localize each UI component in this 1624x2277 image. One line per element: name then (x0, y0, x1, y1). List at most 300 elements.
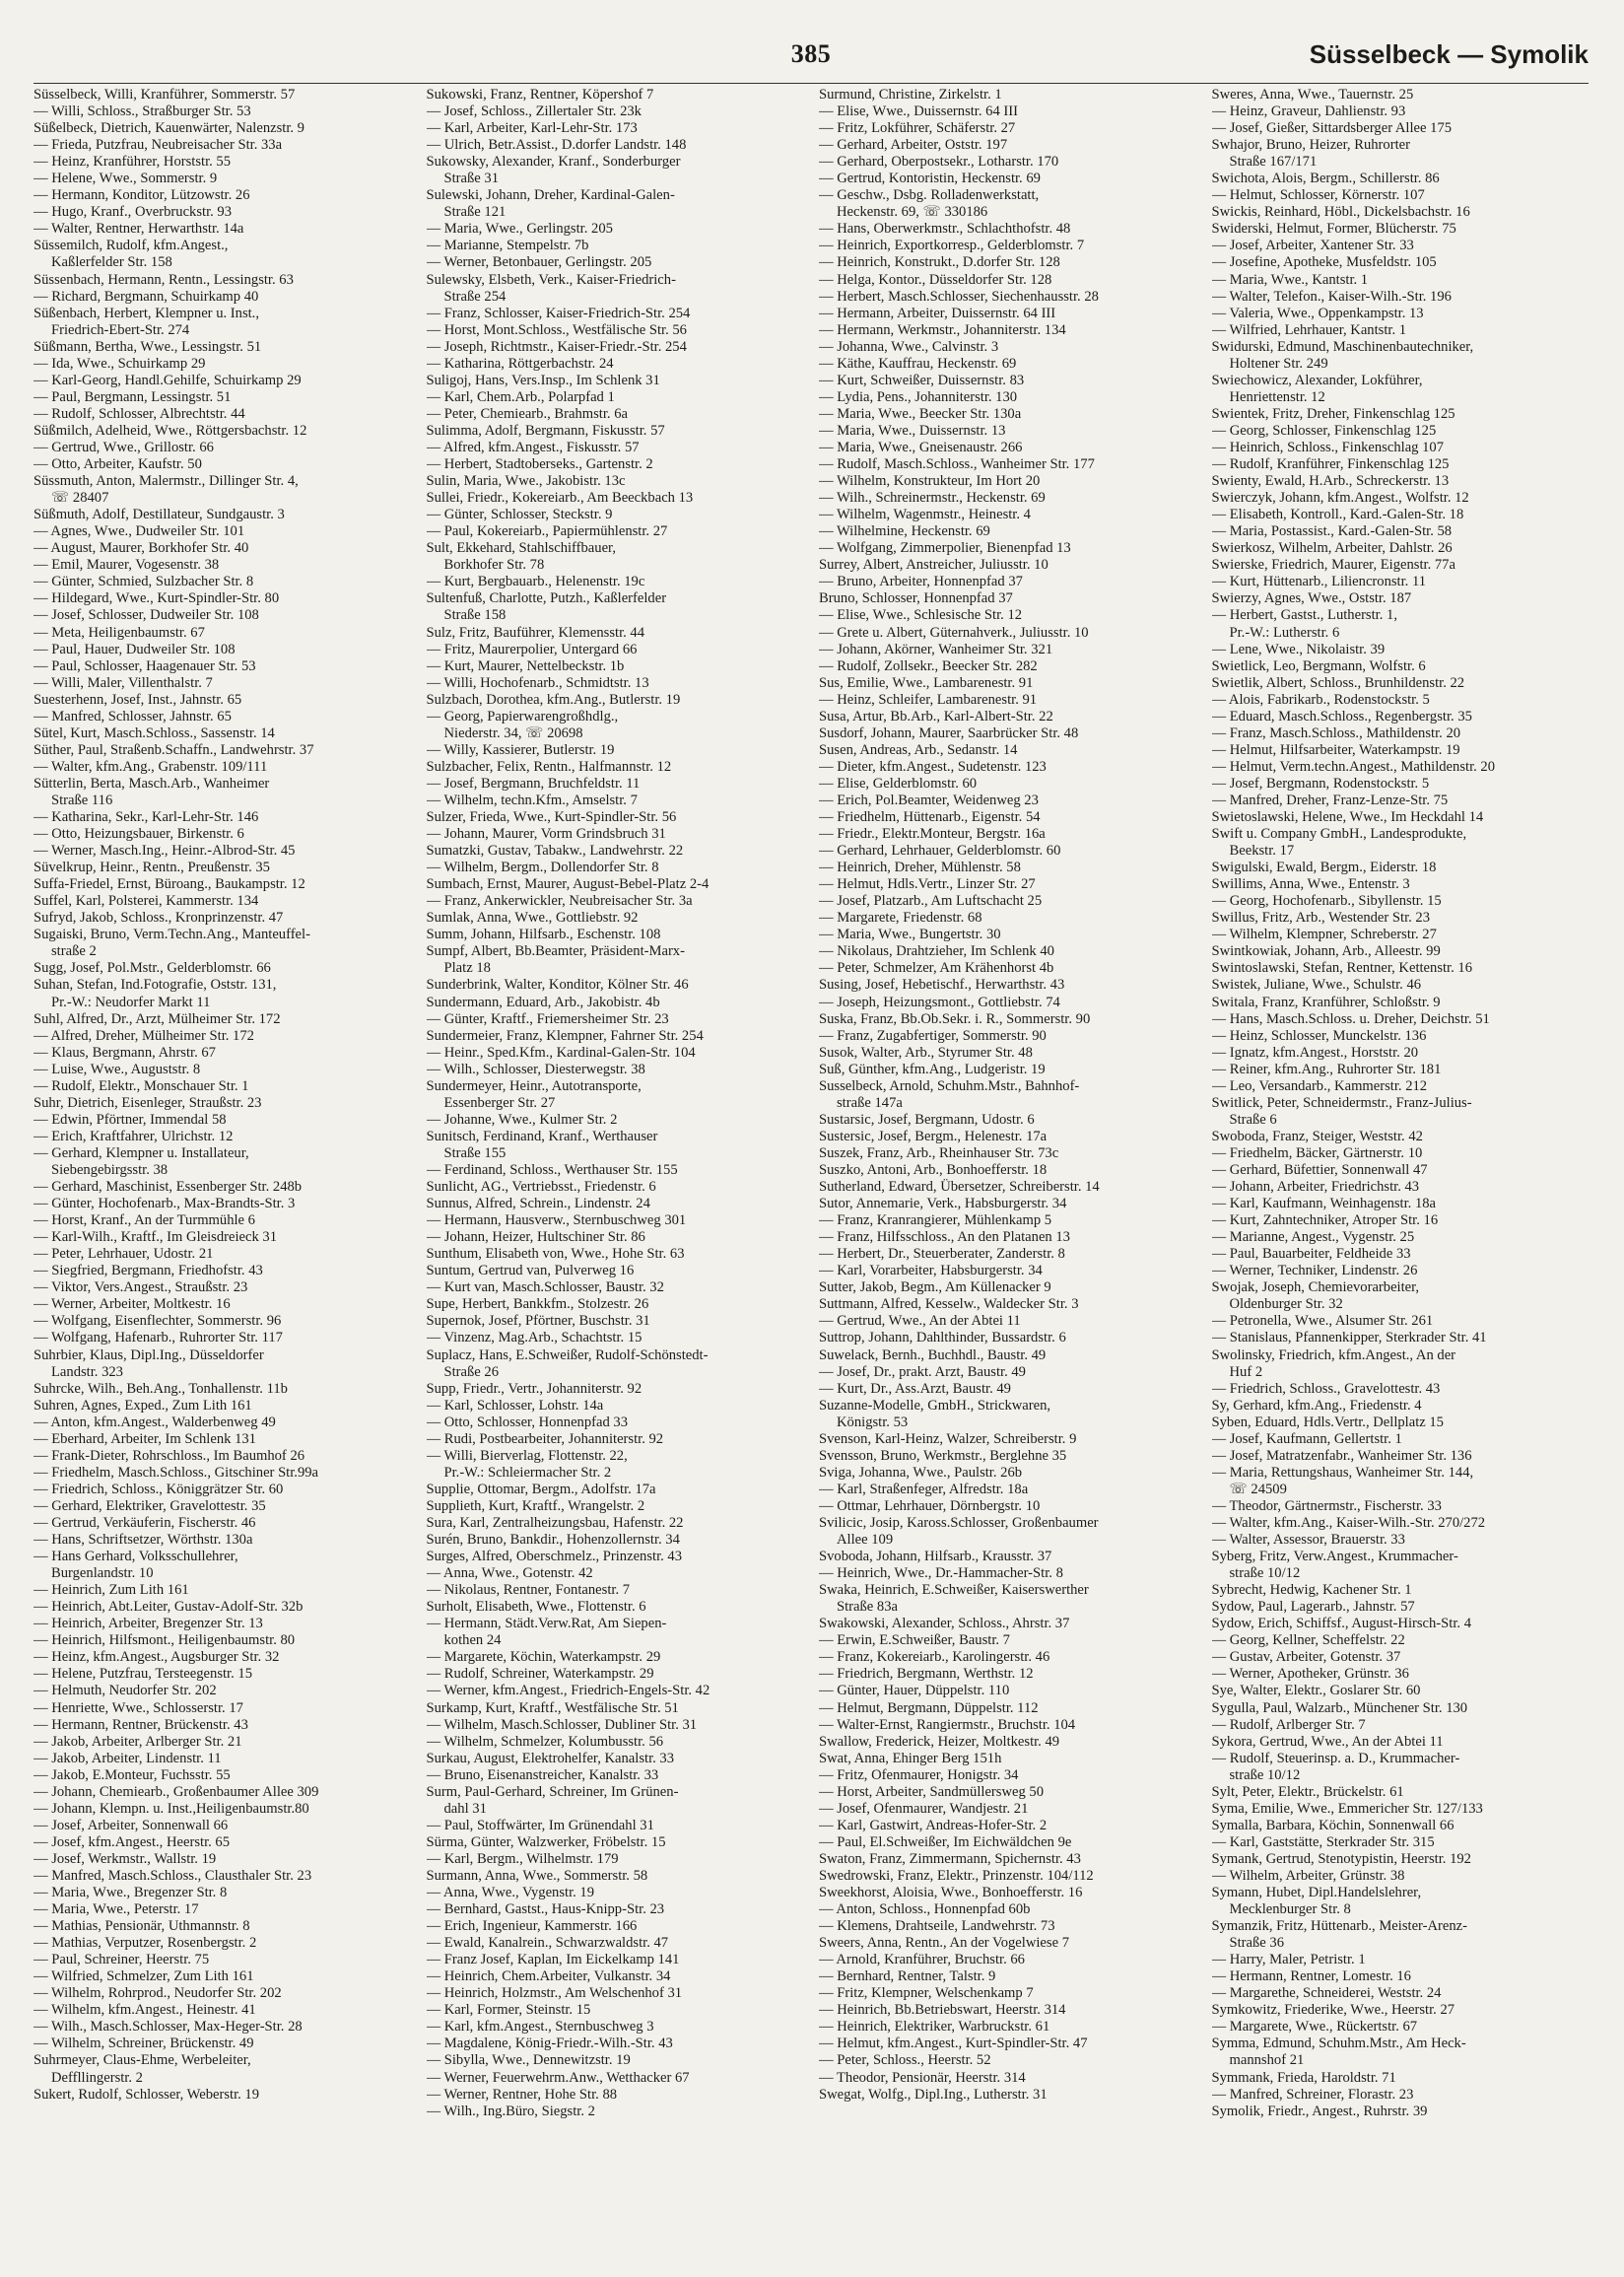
directory-entry: — Valeria, Wwe., Oppenkampstr. 13 (1211, 305, 1424, 321)
entry-continuation: Niederstr. 34, ☏ 20698 (443, 724, 583, 741)
directory-entry: — Rudolf, Arlberger Str. 7 (1211, 1716, 1366, 1733)
directory-entry: Swat, Anna, Ehinger Berg 151h (819, 1750, 1002, 1766)
directory-entry: — Manfred, Schlosser, Jahnstr. 65 (34, 708, 232, 724)
directory-entry: — Fritz, Maurerpolier, Untergard 66 (426, 641, 638, 657)
directory-entry: — Werner, Arbeiter, Moltkestr. 16 (34, 1296, 231, 1313)
directory-entry: — Fritz, Klempner, Welschenkamp 7 (819, 1985, 1034, 2002)
directory-entry: — Franz, Schlosser, Kaiser-Friedrich-Str. 254 (426, 305, 691, 321)
directory-entry: — Friedhelm, Masch.Schloss., Gitschiner Str.99a (34, 1464, 319, 1481)
directory-entry: — Wolfgang, Hafenarb., Ruhrorter Str. 117 (34, 1330, 283, 1346)
directory-entry: Sult, Ekkehard, Stahlschiffbauer, (426, 540, 616, 557)
entry-continuation: straße 2 (51, 943, 97, 960)
directory-entry: — Heinrich, Exportkorresp., Gelderblomstr. 7 (819, 238, 1085, 254)
directory-entry: Sumpf, Albert, Bb.Beamter, Präsident-Marx- (426, 943, 685, 960)
directory-entry: — Theodor, Pensionär, Heerstr. 314 (819, 2069, 1026, 2086)
directory-entry: Suhl, Alfred, Dr., Arzt, Mülheimer Str. 172 (34, 1010, 281, 1027)
directory-entry: — Heinrich, Dreher, Mühlenstr. 58 (819, 860, 1021, 876)
directory-entry: — Elise, Wwe., Duissernstr. 64 III (819, 104, 1018, 120)
directory-entry: — Johann, Heizer, Hultschiner Str. 86 (426, 1229, 645, 1246)
directory-entry: Swientek, Fritz, Dreher, Finkenschlag 125 (1211, 405, 1455, 422)
directory-entry: — Herbert, Dr., Steuerberater, Zanderstr. 8 (819, 1246, 1065, 1263)
entry-continuation: Huf 2 (1229, 1363, 1263, 1380)
entry-continuation: straße 10/12 (1229, 1565, 1301, 1582)
entry-continuation: Königstr. 53 (837, 1414, 909, 1430)
directory-entry: — Karl-Georg, Handl.Gehilfe, Schuirkamp 29 (34, 372, 302, 388)
directory-entry: — Eduard, Masch.Schloss., Regenbergstr. 35 (1211, 708, 1472, 724)
directory-entry: — Hermann, Rentner, Brückenstr. 43 (34, 1716, 248, 1733)
entry-continuation: Siebengebirgsstr. 38 (51, 1162, 169, 1178)
directory-entry: — Maria, Wwe., Kantstr. 1 (1211, 271, 1369, 288)
directory-entry: — Anna, Wwe., Gotenstr. 42 (426, 1565, 593, 1582)
directory-entry: Süssmuth, Anton, Malermstr., Dillinger Str. 4, (34, 473, 299, 490)
directory-entry: — Fritz, Ofenmaurer, Honigstr. 34 (819, 1766, 1019, 1783)
directory-entry: Swietlick, Leo, Bergmann, Wolfstr. 6 (1211, 657, 1426, 674)
directory-entry: — Horst, Mont.Schloss., Westfälische Str. 56 (426, 321, 687, 338)
directory-entry: — Paul, Stoffwärter, Im Grünendahl 31 (426, 1817, 654, 1833)
directory-entry: — Anton, kfm.Angest., Walderbenweg 49 (34, 1414, 276, 1430)
directory-entry: — Hermann, Rentner, Lomestr. 16 (1211, 1968, 1411, 1985)
directory-entry: — Alois, Fabrikarb., Rodenstockstr. 5 (1211, 691, 1430, 708)
entry-continuation: Holtener Str. 249 (1229, 355, 1328, 372)
directory-entry: — Rudi, Postbearbeiter, Johanniterstr. 92 (426, 1430, 664, 1447)
column-3 (819, 87, 1196, 2255)
directory-entry: — Josef, Schlosser, Dudweiler Str. 108 (34, 607, 259, 624)
directory-entry: — Bruno, Arbeiter, Honnenpfad 37 (819, 574, 1023, 590)
directory-entry: Swillims, Anna, Wwe., Entenstr. 3 (1211, 876, 1410, 893)
directory-entry: — Heinrich, Chem.Arbeiter, Vulkanstr. 34 (426, 1968, 671, 1985)
directory-entry: Swidurski, Edmund, Maschinenbautechniker, (1211, 338, 1474, 355)
entry-continuation: Straße 31 (443, 171, 500, 187)
directory-entry: — Paul, El.Schweißer, Im Eichwäldchen 9e (819, 1833, 1072, 1850)
directory-entry: — Hans, Oberwerkmstr., Schlachthofstr. 48 (819, 221, 1071, 238)
directory-entry: — Ulrich, Betr.Assist., D.dorfer Landstr. 148 (426, 137, 687, 154)
directory-entry: — Meta, Heiligenbaumstr. 67 (34, 624, 205, 641)
directory-entry: Swierkosz, Wilhelm, Arbeiter, Dahlstr. 26 (1211, 540, 1453, 557)
directory-entry: — Petronella, Wwe., Alsumer Str. 261 (1211, 1313, 1434, 1330)
directory-entry: — Gerhard, Büfettier, Sonnenwall 47 (1211, 1162, 1428, 1178)
entry-continuation: Straße 155 (443, 1144, 507, 1161)
directory-entry: — Lydia, Pens., Johanniterstr. 130 (819, 388, 1018, 405)
directory-entry: Swintoslawski, Stefan, Rentner, Kettenstr. 16 (1211, 960, 1473, 977)
directory-entry: Sulz, Fritz, Bauführer, Klemensstr. 44 (426, 624, 645, 641)
directory-entry: Süßelbeck, Dietrich, Kauenwärter, Nalenzstr. 9 (34, 120, 304, 137)
directory-entry: — Henriette, Wwe., Schlosserstr. 17 (34, 1699, 243, 1716)
directory-entry: — Johann, Maurer, Vorm Grindsbruch 31 (426, 826, 666, 843)
directory-entry: — Gustav, Arbeiter, Gotenstr. 37 (1211, 1649, 1401, 1666)
directory-entry: — Karl, Schlosser, Lohstr. 14a (426, 1397, 604, 1414)
directory-entry: Swienty, Ewald, H.Arb., Schreckerstr. 13 (1211, 473, 1450, 490)
directory-entry: Suplacz, Hans, E.Schweißer, Rudolf-Schönstedt- (426, 1346, 709, 1363)
directory-entry: Sulzer, Frieda, Wwe., Kurt-Spindler-Str. 56 (426, 809, 677, 826)
directory-entry: — Maria, Wwe., Bungertstr. 30 (819, 927, 1001, 943)
entry-continuation: Straße 83a (837, 1599, 899, 1616)
directory-entry: — Wilhelm, Bergm., Dollendorfer Str. 8 (426, 860, 659, 876)
directory-entry: — Wilhelmine, Heckenstr. 69 (819, 523, 990, 540)
directory-entry: Sybrecht, Hedwig, Kachener Str. 1 (1211, 1582, 1412, 1599)
directory-entry: — Fritz, Lokführer, Schäferstr. 27 (819, 120, 1016, 137)
directory-entry: Swierzy, Agnes, Wwe., Oststr. 187 (1211, 590, 1412, 607)
directory-entry: Sugaiski, Bruno, Verm.Techn.Ang., Manteuffel- (34, 927, 310, 943)
directory-entry: — Ignatz, kfm.Angest., Horststr. 20 (1211, 1044, 1419, 1061)
directory-entry: Symanzik, Fritz, Hüttenarb., Meister-Arenz- (1211, 1918, 1467, 1935)
directory-entry: — Manfred, Dreher, Franz-Lenze-Str. 75 (1211, 792, 1449, 808)
directory-entry: Sukert, Rudolf, Schlosser, Weberstr. 19 (34, 2086, 260, 2103)
directory-entry: — Wilh., Ing.Büro, Siegstr. 2 (426, 2103, 595, 2119)
directory-entry: — Franz, Masch.Schloss., Mathildenstr. 20 (1211, 724, 1461, 741)
directory-entry: Svenson, Karl-Heinz, Walzer, Schreiberstr. 9 (819, 1430, 1077, 1447)
directory-entry: — Frieda, Putzfrau, Neubreisacher Str. 33a (34, 137, 283, 154)
directory-entry: Susselbeck, Arnold, Schuhm.Mstr., Bahnhof- (819, 1077, 1080, 1094)
directory-entry: — Josef, Bergmann, Rodenstockstr. 5 (1211, 775, 1430, 792)
directory-entry: — Heinrich, Wwe., Dr.-Hammacher-Str. 8 (819, 1565, 1063, 1582)
directory-entry: — Josef, Schloss., Zillertaler Str. 23k (426, 104, 642, 120)
directory-entry: — Heinr., Sped.Kfm., Kardinal-Galen-Str. 104 (426, 1044, 696, 1061)
directory-entry: — Harry, Maler, Petristr. 1 (1211, 1952, 1366, 1968)
directory-entry: Swillus, Fritz, Arb., Westender Str. 23 (1211, 910, 1431, 927)
directory-entry: Suß, Günther, kfm.Ang., Ludgeristr. 19 (819, 1061, 1046, 1077)
directory-entry: — Jakob, Arbeiter, Arlberger Str. 21 (34, 1733, 242, 1750)
directory-entry: — Josef, Platzarb., Am Luftschacht 25 (819, 893, 1043, 910)
directory-entry: — Georg, Schlosser, Finkenschlag 125 (1211, 422, 1437, 439)
directory-entry: — Wilfried, Lehrhauer, Kantstr. 1 (1211, 321, 1407, 338)
directory-entry: — Johann, Klempn. u. Inst.,Heiligenbaumstr.80 (34, 1800, 309, 1817)
directory-entry: Swiechowicz, Alexander, Lokführer, (1211, 372, 1423, 388)
directory-entry: Swierczyk, Johann, kfm.Angest., Wolfstr. 12 (1211, 490, 1469, 507)
directory-entry: Sutherland, Edward, Übersetzer, Schreiberstr. 14 (819, 1179, 1100, 1196)
directory-entry: — Peter, Chemiearb., Brahmstr. 6a (426, 405, 628, 422)
directory-entry: — Mathias, Verputzer, Rosenbergstr. 2 (34, 1935, 257, 1952)
directory-entry: — Friedrich, Schloss., Königgrätzer Str. 60 (34, 1481, 284, 1497)
directory-entry: — Georg, Hochofenarb., Sibyllenstr. 15 (1211, 893, 1442, 910)
directory-entry: — Georg, Kellner, Scheffelstr. 22 (1211, 1632, 1405, 1649)
directory-entry: Sweres, Anna, Wwe., Tauernstr. 25 (1211, 87, 1414, 103)
directory-entry: — Walter, Telefon., Kaiser-Wilh.-Str. 196 (1211, 288, 1452, 305)
directory-entry: — Kurt, Hüttenarb., Liliencronstr. 11 (1211, 574, 1427, 590)
directory-entry: — Theodor, Gärtnermstr., Fischerstr. 33 (1211, 1497, 1442, 1514)
directory-entry: — Rudolf, Zollsekr., Beecker Str. 282 (819, 657, 1038, 674)
directory-entry: — Paul, Schlosser, Haagenauer Str. 53 (34, 657, 256, 674)
directory-entry: — Kurt, Schweißer, Duissernstr. 83 (819, 372, 1025, 388)
directory-entry: — Helmut, Verm.techn.Angest., Mathildenstr. 20 (1211, 758, 1496, 775)
directory-entry: Svensson, Bruno, Werkmstr., Berglehne 35 (819, 1447, 1067, 1464)
directory-entry: — Wilhelm, techn.Kfm., Amselstr. 7 (426, 792, 638, 808)
directory-entry: Swolinsky, Friedrich, kfm.Angest., An der (1211, 1346, 1456, 1363)
directory-entry: Surkamp, Kurt, Kraftf., Westfälische Str. 51 (426, 1699, 679, 1716)
entry-continuation: Straße 254 (443, 288, 507, 305)
directory-entry: — Helene, Wwe., Sommerstr. 9 (34, 171, 218, 187)
directory-entry: — Wilhelm, Schreiner, Brückenstr. 49 (34, 2036, 254, 2052)
directory-entry: — Günter, Schmied, Sulzbacher Str. 8 (34, 574, 254, 590)
directory-entry: — Manfred, Masch.Schloss., Clausthaler Str. 23 (34, 1867, 312, 1884)
directory-entry: — Wilhelm, Schmelzer, Kolumbusstr. 56 (426, 1733, 664, 1750)
directory-entry: — Rudolf, Schlosser, Albrechtstr. 44 (34, 405, 245, 422)
directory-entry: — Klemens, Drahtseile, Landwehrstr. 73 (819, 1918, 1055, 1935)
directory-entry: — Hildegard, Wwe., Kurt-Spindler-Str. 80 (34, 590, 280, 607)
directory-columns (34, 87, 1589, 2255)
directory-entry: Suhr, Dietrich, Eisenleger, Straußstr. 23 (34, 1094, 262, 1111)
directory-entry: — Karl-Wilh., Kraftf., Im Gleisdreieck 31 (34, 1229, 278, 1246)
directory-entry: Sy, Gerhard, kfm.Ang., Friedenstr. 4 (1211, 1397, 1422, 1414)
directory-entry: Sutor, Annemarie, Verk., Habsburgerstr. 34 (819, 1196, 1067, 1212)
directory-entry: — Margarete, Friedenstr. 68 (819, 910, 982, 927)
directory-entry: — Rudolf, Steuerinsp. a. D., Krummacher- (1211, 1750, 1460, 1766)
directory-entry: Sydow, Paul, Lagerarb., Jahnstr. 57 (1211, 1599, 1415, 1616)
directory-entry: Sweers, Anna, Rentn., An der Vogelwiese 7 (819, 1935, 1070, 1952)
directory-entry: Suttmann, Alfred, Kesselw., Waldecker Str. 3 (819, 1296, 1079, 1313)
directory-entry: — Hermann, Städt.Verw.Rat, Am Siepen- (426, 1616, 667, 1632)
entry-continuation: Straße 167/171 (1229, 154, 1318, 171)
directory-entry: Sukowsky, Alexander, Kranf., Sonderburger (426, 154, 681, 171)
directory-entry: Sumlak, Anna, Wwe., Gottliebstr. 92 (426, 910, 639, 927)
entry-continuation: Landstr. 323 (51, 1363, 123, 1380)
directory-entry: — Frank-Dieter, Rohrschloss., Im Baumhof 26 (34, 1447, 305, 1464)
directory-entry: Surkau, August, Elektrohelfer, Kanalstr. 33 (426, 1750, 675, 1766)
directory-entry: — Heinrich, Arbeiter, Bregenzer Str. 13 (34, 1616, 263, 1632)
directory-entry: Swickis, Reinhard, Höbl., Dickelsbachstr. 16 (1211, 204, 1470, 221)
directory-entry: Svilicic, Josip, Kaross.Schlosser, Großenbaumer (819, 1514, 1099, 1531)
directory-entry: — Wilh., Schlosser, Diesterwegstr. 38 (426, 1061, 645, 1077)
directory-entry: — Rudolf, Schreiner, Waterkampstr. 29 (426, 1666, 654, 1683)
directory-entry: Swedrowski, Franz, Elektr., Prinzenstr. 104/112 (819, 1867, 1094, 1884)
directory-entry: — Willi, Schloss., Straßburger Str. 53 (34, 104, 251, 120)
column-4 (1212, 87, 1590, 2255)
directory-entry: Swhajor, Bruno, Heizer, Ruhrorter (1211, 137, 1410, 154)
directory-entry: — Ida, Wwe., Schuirkamp 29 (34, 355, 206, 372)
directory-entry: — Werner, kfm.Angest., Friedrich-Engels-Str. 42 (426, 1683, 710, 1699)
directory-entry: — Heinrich, Hilfsmont., Heiligenbaumstr. 80 (34, 1632, 296, 1649)
directory-entry: — Bernhard, Rentner, Talstr. 9 (819, 1968, 996, 1985)
directory-entry: — Gerhard, Klempner u. Installateur, (34, 1144, 249, 1161)
directory-entry: Swallow, Frederick, Heizer, Moltkestr. 49 (819, 1733, 1060, 1750)
directory-entry: Süssemilch, Rudolf, kfm.Angest., (34, 238, 229, 254)
directory-entry: — Ewald, Kanalrein., Schwarzwaldstr. 47 (426, 1935, 669, 1952)
directory-entry: Sye, Walter, Elektr., Goslarer Str. 60 (1211, 1683, 1421, 1699)
directory-entry: Sygulla, Paul, Walzarb., Münchener Str. 130 (1211, 1699, 1468, 1716)
directory-entry: — Günter, Schlosser, Steckstr. 9 (426, 507, 613, 523)
page-number: 385 (790, 39, 832, 68)
directory-entry: Summ, Johann, Hilfsarb., Eschenstr. 108 (426, 927, 661, 943)
entry-continuation: Oldenburger Str. 32 (1229, 1296, 1343, 1313)
directory-entry: — Walter, Rentner, Herwarthstr. 14a (34, 221, 244, 238)
entry-continuation: Straße 121 (443, 204, 507, 221)
directory-entry: — Wilhelm, Masch.Schlosser, Dubliner Str. 31 (426, 1716, 698, 1733)
directory-entry: Supplie, Ottomar, Bergm., Adolfstr. 17a (426, 1481, 656, 1497)
directory-entry: Sunderbrink, Walter, Konditor, Kölner Str. 46 (426, 977, 689, 994)
directory-entry: — Erwin, E.Schweißer, Baustr. 7 (819, 1632, 1010, 1649)
directory-entry: Supe, Herbert, Bankkfm., Stolzestr. 26 (426, 1296, 649, 1313)
directory-entry: — Karl, Bergm., Wilhelmstr. 179 (426, 1850, 619, 1867)
directory-entry: — Willi, Bierverlag, Flottenstr. 22, (426, 1447, 628, 1464)
directory-entry: — Elise, Wwe., Schlesische Str. 12 (819, 607, 1023, 624)
directory-entry: — Emil, Maurer, Vogesenstr. 38 (34, 557, 220, 574)
directory-entry: Suesterhenn, Josef, Inst., Jahnstr. 65 (34, 691, 242, 708)
directory-entry: — Günter, Kraftf., Friemersheimer Str. 23 (426, 1010, 669, 1027)
directory-entry: Symolik, Friedr., Angest., Ruhrstr. 39 (1211, 2103, 1428, 2119)
directory-entry: — Gertrud, Kontoristin, Heckenstr. 69 (819, 171, 1041, 187)
directory-entry: — Heinz, Schlosser, Munckelstr. 136 (1211, 1027, 1427, 1044)
directory-entry: Sura, Karl, Zentralheizungsbau, Hafenstr. 22 (426, 1514, 684, 1531)
directory-entry: Sweekhorst, Aloisia, Wwe., Bonhoefferstr. 16 (819, 1885, 1083, 1901)
entry-continuation: Straße 158 (443, 607, 507, 624)
directory-entry: Sumbach, Ernst, Maurer, August-Bebel-Platz 2-4 (426, 876, 710, 893)
directory-entry: — Bernhard, Gastst., Haus-Knipp-Str. 23 (426, 1901, 665, 1918)
directory-entry: — Karl, Arbeiter, Karl-Lehr-Str. 173 (426, 120, 638, 137)
page-header (34, 39, 1589, 84)
directory-entry: Sundermann, Eduard, Arb., Jakobistr. 4b (426, 994, 660, 1010)
directory-entry: — Franz Josef, Kaplan, Im Eickelkamp 141 (426, 1952, 680, 1968)
directory-entry: — Vinzenz, Mag.Arb., Schachtstr. 15 (426, 1330, 643, 1346)
directory-entry: Suhrcke, Wilh., Beh.Ang., Tonhallenstr. 11b (34, 1380, 288, 1397)
directory-entry: — Maria, Wwe., Gneisenaustr. 266 (819, 439, 1023, 455)
directory-entry: — Agnes, Wwe., Dudweiler Str. 101 (34, 523, 245, 540)
directory-entry: Süther, Paul, Straßenb.Schaffn., Landwehrstr. 37 (34, 741, 314, 758)
entry-continuation: kothen 24 (443, 1632, 502, 1649)
directory-entry: Swiderski, Helmut, Former, Blücherstr. 75 (1211, 221, 1456, 238)
directory-entry: — Wilh., Masch.Schlosser, Max-Heger-Str. 28 (34, 2019, 303, 2036)
directory-entry: — Karl, Gaststätte, Sterkrader Str. 315 (1211, 1833, 1435, 1850)
directory-entry: Surm, Paul-Gerhard, Schreiner, Im Grünen- (426, 1783, 679, 1800)
directory-entry: — Paul, Hauer, Dudweiler Str. 108 (34, 641, 236, 657)
directory-entry: — Edwin, Pförtner, Immendal 58 (34, 1111, 227, 1128)
directory-entry: Sunlicht, AG., Vertriebsst., Friedenstr. 6 (426, 1179, 656, 1196)
directory-entry: — Josef, Matratzenfabr., Wanheimer Str. 136 (1211, 1447, 1472, 1464)
directory-entry: — Rudolf, Masch.Schloss., Wanheimer Str. 177 (819, 456, 1095, 473)
directory-entry: Süvelkrup, Heinr., Rentn., Preußenstr. 35 (34, 860, 270, 876)
directory-entry: — Erich, Kraftfahrer, Ulrichstr. 12 (34, 1128, 234, 1144)
directory-entry: — Helga, Kontor., Düsseldorfer Str. 128 (819, 271, 1052, 288)
directory-entry: Sürma, Günter, Walzwerker, Fröbelstr. 15 (426, 1833, 666, 1850)
directory-entry: — Hermann, Konditor, Lützowstr. 26 (34, 187, 250, 204)
directory-entry: — Josef, Arbeiter, Sonnenwall 66 (34, 1817, 229, 1833)
directory-entry: — Wilhelm, kfm.Angest., Heinestr. 41 (34, 2002, 256, 2019)
directory-entry: — Hermann, Hausverw., Sternbuschweg 301 (426, 1212, 687, 1229)
directory-entry: — Horst, Kranf., An der Turmmühle 6 (34, 1212, 255, 1229)
directory-entry: — Luise, Wwe., Auguststr. 8 (34, 1061, 201, 1077)
directory-entry: — Kurt, Bergbauarb., Helenenstr. 19c (426, 574, 645, 590)
directory-entry: Surmann, Anna, Wwe., Sommerstr. 58 (426, 1867, 648, 1884)
directory-entry: Sus, Emilie, Wwe., Lambarenestr. 91 (819, 674, 1034, 691)
directory-entry: — Manfred, Schreiner, Florastr. 23 (1211, 2086, 1414, 2103)
directory-entry: Swichota, Alois, Bergm., Schillerstr. 86 (1211, 171, 1440, 187)
directory-entry: — Franz, Kranrangierer, Mühlenkamp 5 (819, 1212, 1052, 1229)
directory-entry: Sullei, Friedr., Kokereiarb., Am Beeckbach 13 (426, 490, 694, 507)
directory-entry: — Joseph, Richtmstr., Kaiser-Friedr.-Str. 254 (426, 338, 687, 355)
directory-entry: — Peter, Schloss., Heerstr. 52 (819, 2052, 991, 2069)
directory-entry: — Horst, Arbeiter, Sandmüllersweg 50 (819, 1783, 1045, 1800)
directory-entry: — Helmuth, Neudorfer Str. 202 (34, 1683, 217, 1699)
directory-entry: — Wilhelm, Arbeiter, Grünstr. 38 (1211, 1867, 1405, 1884)
directory-entry: — Wilfried, Schmelzer, Zum Lith 161 (34, 1968, 254, 1985)
directory-entry: Suzanne-Modelle, GmbH., Strickwaren, (819, 1397, 1051, 1414)
directory-entry: Sulzbach, Dorothea, kfm.Ang., Butlerstr. 19 (426, 691, 681, 708)
entry-continuation: Straße 116 (51, 792, 113, 808)
directory-entry: Sulewski, Johann, Dreher, Kardinal-Galen- (426, 187, 675, 204)
directory-entry: — Paul, Bergmann, Lessingstr. 51 (34, 388, 232, 405)
directory-entry: Sugg, Josef, Pol.Mstr., Gelderblomstr. 66 (34, 960, 271, 977)
directory-entry: — Maria, Wwe., Duissernstr. 13 (819, 422, 1006, 439)
directory-entry: — Richard, Bergmann, Schuirkamp 40 (34, 288, 259, 305)
directory-entry: — Josef, kfm.Angest., Heerstr. 65 (34, 1833, 231, 1850)
directory-entry: — Helene, Putzfrau, Tersteegenstr. 15 (34, 1666, 253, 1683)
entry-continuation: Pr.-W.: Schleiermacher Str. 2 (443, 1464, 612, 1481)
entry-continuation: Allee 109 (837, 1532, 894, 1549)
directory-entry: Swaka, Heinrich, E.Schweißer, Kaiserswerther (819, 1582, 1089, 1599)
directory-entry: Syben, Eduard, Hdls.Vertr., Dellplatz 15 (1211, 1414, 1444, 1430)
directory-entry: Suhrmeyer, Claus-Ehme, Werbeleiter, (34, 2052, 251, 2069)
directory-entry: Swoboda, Franz, Steiger, Weststr. 42 (1211, 1128, 1423, 1144)
directory-entry: — Heinrich, Bb.Betriebswart, Heerstr. 314 (819, 2002, 1066, 2019)
directory-entry: — Gerhard, Oberpostsekr., Lotharstr. 170 (819, 154, 1059, 171)
directory-entry: — Margarete, Wwe., Rückertstr. 67 (1211, 2019, 1418, 2036)
entry-continuation: straße 10/12 (1229, 1766, 1301, 1783)
directory-entry: — Josef, Werkmstr., Wallstr. 19 (34, 1850, 217, 1867)
directory-entry: — Walter, Assessor, Brauerstr. 33 (1211, 1532, 1405, 1549)
directory-entry: — Günter, Hochofenarb., Max-Brandts-Str. 3 (34, 1196, 296, 1212)
directory-entry: Suwelack, Bernh., Buchhdl., Baustr. 49 (819, 1346, 1047, 1363)
directory-entry: — Gerhard, Elektriker, Gravelottestr. 35 (34, 1497, 266, 1514)
directory-entry: Sustersic, Josef, Bergm., Helenestr. 17a (819, 1128, 1048, 1144)
directory-entry: — Karl, kfm.Angest., Sternbuschweg 3 (426, 2019, 654, 2036)
directory-entry: — Otto, Arbeiter, Kaufstr. 50 (34, 456, 202, 473)
directory-entry: — Werner, Masch.Ing., Heinr.-Albrod-Str. 45 (34, 843, 296, 860)
directory-entry: — Elisabeth, Kontroll., Kard.-Galen-Str. 18 (1211, 507, 1464, 523)
entry-continuation: mannshof 21 (1229, 2052, 1305, 2069)
directory-entry: Süsselbeck, Willi, Kranführer, Sommerstr. 57 (34, 87, 296, 103)
directory-entry: — Werner, Techniker, Lindenstr. 26 (1211, 1263, 1418, 1279)
directory-entry: Suntum, Gertrud van, Pulverweg 16 (426, 1263, 635, 1279)
directory-entry: Sviga, Johanna, Wwe., Paulstr. 26b (819, 1464, 1023, 1481)
directory-entry: — Willi, Hochofenarb., Schmidtstr. 13 (426, 674, 649, 691)
directory-entry: — Leo, Versandarb., Kammerstr. 212 (1211, 1077, 1428, 1094)
directory-entry: — Friedr., Elektr.Monteur, Bergstr. 16a (819, 826, 1046, 843)
entry-continuation: Friedrich-Ebert-Str. 274 (51, 321, 190, 338)
directory-entry: — Ottmar, Lehrhauer, Dörnbergstr. 10 (819, 1497, 1041, 1514)
directory-entry: — Elise, Gelderblomstr. 60 (819, 775, 978, 792)
directory-entry: — Josef, Dr., prakt. Arzt, Baustr. 49 (819, 1363, 1026, 1380)
directory-entry: — Gertrud, Wwe., An der Abtei 11 (819, 1313, 1021, 1330)
directory-entry: Swakowski, Alexander, Schloss., Ahrstr. 37 (819, 1616, 1070, 1632)
directory-entry: — Grete u. Albert, Güternahverk., Juliusstr. 10 (819, 624, 1089, 641)
entry-continuation: Burgenlandstr. 10 (51, 1565, 154, 1582)
directory-entry: — Lene, Wwe., Nikolaistr. 39 (1211, 641, 1386, 657)
directory-entry: Switlick, Peter, Schneidermstr., Franz-Julius- (1211, 1094, 1472, 1111)
directory-entry: — Franz, Ankerwickler, Neubreisacher Str. 3a (426, 893, 693, 910)
directory-entry: — Hans, Masch.Schloss. u. Dreher, Deichstr. 51 (1211, 1010, 1490, 1027)
entry-continuation: Straße 6 (1229, 1111, 1277, 1128)
directory-entry: — Hermann, Werkmstr., Johanniterstr. 134 (819, 321, 1066, 338)
entry-continuation: Pr.-W.: Neudorfer Markt 11 (51, 994, 211, 1010)
entry-continuation: Beekstr. 17 (1229, 843, 1295, 860)
entry-continuation: Henriettenstr. 12 (1229, 388, 1325, 405)
directory-entry: — Johann, Arbeiter, Friedrichstr. 43 (1211, 1179, 1420, 1196)
directory-entry: — Paul, Schreiner, Heerstr. 75 (34, 1952, 210, 1968)
directory-entry: Surholt, Elisabeth, Wwe., Flottenstr. 6 (426, 1599, 646, 1616)
directory-entry: — Georg, Papierwarengroßhdlg., (426, 708, 619, 724)
directory-entry: — Gertrud, Wwe., Grillostr. 66 (34, 439, 214, 455)
directory-entry: — Johann, Chemiearb., Großenbaumer Allee 309 (34, 1783, 319, 1800)
directory-entry: Surrey, Albert, Anstreicher, Juliusstr. 10 (819, 557, 1049, 574)
directory-entry: — Margarethe, Schneiderei, Weststr. 24 (1211, 1985, 1442, 2002)
directory-entry: — Willi, Maler, Villenthalstr. 7 (34, 674, 213, 691)
directory-entry: — Heinrich, Elektriker, Warbruckstr. 61 (819, 2019, 1050, 2036)
directory-entry: — Josef, Bergmann, Bruchfeldstr. 11 (426, 775, 641, 792)
directory-entry: Sufryd, Jakob, Schloss., Kronprinzenstr. 47 (34, 910, 284, 927)
entry-continuation: Platz 18 (443, 960, 491, 977)
directory-entry: — Helmut, Hilfsarbeiter, Waterkampstr. 19 (1211, 741, 1460, 758)
entry-continuation: straße 147a (837, 1094, 903, 1111)
directory-entry: — Katharina, Sekr., Karl-Lehr-Str. 146 (34, 809, 259, 826)
directory-entry: Supp, Friedr., Vertr., Johanniterstr. 92 (426, 1380, 643, 1397)
